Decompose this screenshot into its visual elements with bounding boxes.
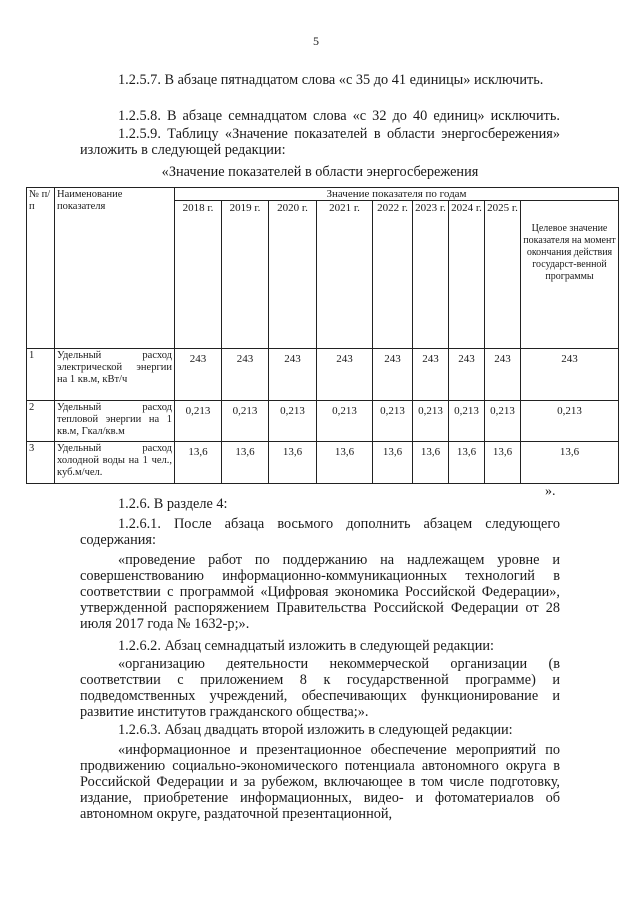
paragraph-1-2-5-9: 1.2.5.9. Таблицу «Значение показателей в области энергосбережения» изложить в следующей редакции: xyxy=(80,126,560,158)
header-year: 2019 г. xyxy=(222,201,269,349)
table-closing-quote: ». xyxy=(545,484,556,499)
row-value: 13,6 xyxy=(373,442,413,484)
row-name: Удельный расход электрической энергии на 1 кв.м, кВт/ч xyxy=(55,349,175,401)
row-value: 243 xyxy=(485,349,521,401)
row-value: 0,213 xyxy=(175,401,222,442)
energy-saving-table xyxy=(26,187,619,484)
header-year: 2024 г. xyxy=(449,201,485,349)
row-value: 243 xyxy=(222,349,269,401)
row-value: 0,213 xyxy=(222,401,269,442)
row-value: 0,213 xyxy=(449,401,485,442)
header-year: 2022 г. xyxy=(373,201,413,349)
paragraph-quote-information: «информационное и презентационное обеспечение мероприятий по продвижению социально-экономического потенциала автономного округа в Российской Федерации и за рубежом, включающее в том числе подготовку, издание, приобретение информационных, видео- и фотоматериалов об автономном округе, раздаточной презентационной, xyxy=(80,742,560,822)
header-name: Наименование показателя xyxy=(55,188,175,349)
row-name: Удельный расход тепловой энергии на 1 кв.м, Гкал/кв.м xyxy=(55,401,175,442)
row-value: 0,213 xyxy=(413,401,449,442)
row-target: 243 xyxy=(521,349,619,401)
page-number: 5 xyxy=(313,34,319,48)
row-num: 2 xyxy=(27,401,55,442)
row-value: 0,213 xyxy=(317,401,373,442)
paragraph-quote-digital: «проведение работ по поддержанию на надлежащем уровне и совершенствованию информационно-коммуникационных технологий в соответствии с программой «Цифровая экономика Российской Федерации», утвержденной распоряжением Правительства Российской Федерации от 28 июля 2017 года № 1632-р;». xyxy=(80,552,560,632)
row-value: 13,6 xyxy=(269,442,317,484)
header-year: 2021 г. xyxy=(317,201,373,349)
row-num: 3 xyxy=(27,442,55,484)
header-target: Целевое значение показателя на момент окончания действия государст-венной программы xyxy=(521,201,619,349)
paragraph-1-2-5-8: 1.2.5.8. В абзаце семнадцатом слова «с 32 до 40 единиц» исключить. xyxy=(118,108,560,124)
row-value: 243 xyxy=(373,349,413,401)
table-row xyxy=(27,442,619,484)
row-value: 13,6 xyxy=(175,442,222,484)
row-value: 13,6 xyxy=(449,442,485,484)
paragraph-quote-organization: «организацию деятельности некоммерческой организации (в соответствии с приложением 8 к государственной программе) и подведомственных учреждений, обеспечивающих функционирование и развитие институтов гражданского общества;». xyxy=(80,656,560,720)
table-row xyxy=(27,349,619,401)
row-value: 13,6 xyxy=(485,442,521,484)
row-value: 0,213 xyxy=(373,401,413,442)
row-value: 243 xyxy=(269,349,317,401)
row-value: 243 xyxy=(175,349,222,401)
row-value: 13,6 xyxy=(222,442,269,484)
table-title: «Значение показателей в области энергосбережения xyxy=(161,164,479,180)
paragraph-1-2-6-3: 1.2.6.3. Абзац двадцать второй изложить в следующей редакции: xyxy=(118,722,513,738)
row-name: Удельный расход холодной воды на 1 чел., куб.м/чел. xyxy=(55,442,175,484)
row-target: 13,6 xyxy=(521,442,619,484)
header-year: 2018 г. xyxy=(175,201,222,349)
row-num: 1 xyxy=(27,349,55,401)
row-value: 243 xyxy=(317,349,373,401)
row-value: 13,6 xyxy=(413,442,449,484)
row-value: 0,213 xyxy=(269,401,317,442)
paragraph-1-2-6-2: 1.2.6.2. Абзац семнадцатый изложить в следующей редакции: xyxy=(118,638,494,654)
paragraph-1-2-6: 1.2.6. В разделе 4: xyxy=(118,496,228,512)
header-year: 2020 г. xyxy=(269,201,317,349)
row-value: 243 xyxy=(449,349,485,401)
paragraph-1-2-6-1: 1.2.6.1. После абзаца восьмого дополнить абзацем следующего содержания: xyxy=(80,516,560,548)
paragraph-1-2-5-7: 1.2.5.7. В абзаце пятнадцатом слова «с 35 до 41 единицы» исключить. xyxy=(118,72,544,88)
row-target: 0,213 xyxy=(521,401,619,442)
header-num: № п/п xyxy=(27,188,55,349)
header-group: Значение показателя по годам xyxy=(175,188,619,201)
table-row xyxy=(27,401,619,442)
header-year: 2023 г. xyxy=(413,201,449,349)
row-value: 13,6 xyxy=(317,442,373,484)
row-value: 0,213 xyxy=(485,401,521,442)
row-value: 243 xyxy=(413,349,449,401)
header-year: 2025 г. xyxy=(485,201,521,349)
